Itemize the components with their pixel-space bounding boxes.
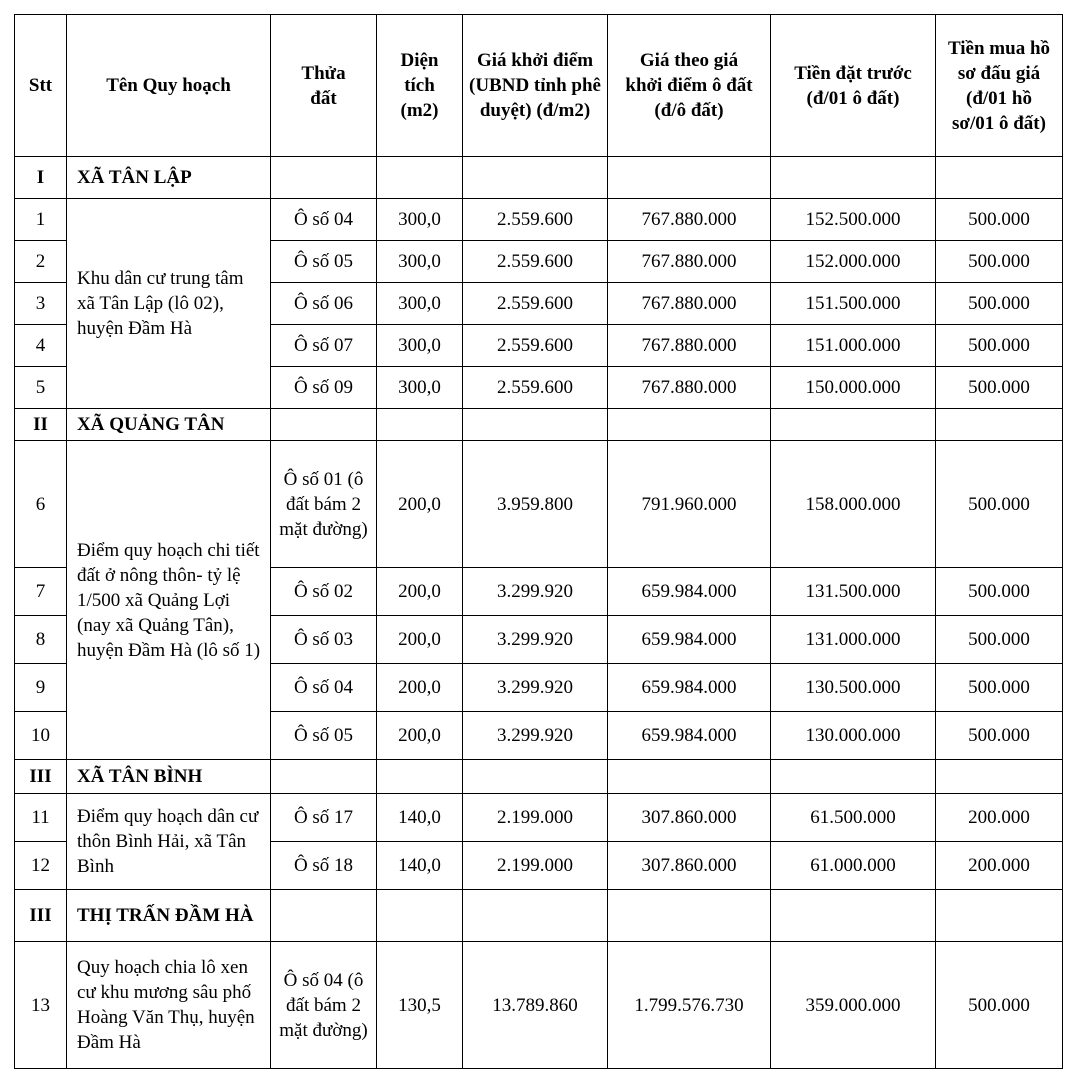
stt-cell: 11	[15, 794, 67, 842]
price-m2-cell: 3.299.920	[463, 712, 608, 760]
stt-cell: 10	[15, 712, 67, 760]
stt-cell: 6	[15, 441, 67, 568]
dossier-cell: 500.000	[936, 568, 1063, 616]
section-title: XÃ TÂN LẬP	[67, 157, 271, 199]
area-cell: 200,0	[377, 664, 463, 712]
price-m2-cell: 3.959.800	[463, 441, 608, 568]
stt-cell: 9	[15, 664, 67, 712]
dossier-cell: 500.000	[936, 241, 1063, 283]
deposit-cell: 151.500.000	[771, 283, 936, 325]
area-cell: 300,0	[377, 199, 463, 241]
price-lot-cell: 659.984.000	[608, 568, 771, 616]
price-m2-cell: 2.559.600	[463, 283, 608, 325]
area-cell: 200,0	[377, 441, 463, 568]
table-row	[15, 794, 1063, 842]
deposit-cell: 152.500.000	[771, 199, 936, 241]
deposit-cell: 151.000.000	[771, 325, 936, 367]
section-roman: III	[15, 760, 67, 794]
plot-cell: Ô số 05	[271, 241, 377, 283]
plot-cell: Ô số 06	[271, 283, 377, 325]
price-lot-cell: 659.984.000	[608, 616, 771, 664]
price-m2-cell: 2.559.600	[463, 199, 608, 241]
price-lot-cell: 1.799.576.730	[608, 942, 771, 1069]
price-m2-cell: 3.299.920	[463, 616, 608, 664]
deposit-cell: 130.000.000	[771, 712, 936, 760]
section-title: THỊ TRẤN ĐẦM HÀ	[67, 890, 271, 942]
plan-name-cell: Điểm quy hoạch chi tiết đất ở nông thôn- tỷ lệ 1/500 xã Quảng Lợi (nay xã Quảng Tân), huyện Đầm Hà (lô số 1)	[67, 441, 271, 760]
header-plot: Thửa đất	[271, 15, 377, 157]
header-dossier: Tiền mua hồ sơ đấu giá (đ/01 hồ sơ/01 ô đất)	[936, 15, 1063, 157]
section-roman: III	[15, 890, 67, 942]
table-row	[15, 199, 1063, 241]
dossier-cell: 500.000	[936, 942, 1063, 1069]
price-m2-cell: 3.299.920	[463, 664, 608, 712]
deposit-cell: 158.000.000	[771, 441, 936, 568]
dossier-cell: 500.000	[936, 367, 1063, 409]
price-lot-cell: 767.880.000	[608, 199, 771, 241]
price-lot-cell: 307.860.000	[608, 842, 771, 890]
price-m2-cell: 2.199.000	[463, 842, 608, 890]
deposit-cell: 131.500.000	[771, 568, 936, 616]
plot-cell: Ô số 18	[271, 842, 377, 890]
price-lot-cell: 659.984.000	[608, 712, 771, 760]
price-m2-cell: 13.789.860	[463, 942, 608, 1069]
dossier-cell: 500.000	[936, 616, 1063, 664]
price-lot-cell: 767.880.000	[608, 367, 771, 409]
deposit-cell: 359.000.000	[771, 942, 936, 1069]
header-lot-price: Giá theo giá khởi điểm ô đất (đ/ô đất)	[608, 15, 771, 157]
plot-cell: Ô số 02	[271, 568, 377, 616]
dossier-cell: 500.000	[936, 712, 1063, 760]
dossier-cell: 500.000	[936, 664, 1063, 712]
dossier-cell: 200.000	[936, 842, 1063, 890]
area-cell: 300,0	[377, 367, 463, 409]
plot-cell: Ô số 17	[271, 794, 377, 842]
area-cell: 300,0	[377, 325, 463, 367]
area-cell: 300,0	[377, 241, 463, 283]
plot-cell: Ô số 09	[271, 367, 377, 409]
area-cell: 300,0	[377, 283, 463, 325]
plot-cell: Ô số 04	[271, 664, 377, 712]
deposit-cell: 130.500.000	[771, 664, 936, 712]
section-row	[15, 760, 1063, 794]
dossier-cell: 500.000	[936, 325, 1063, 367]
header-row	[15, 15, 1063, 157]
header-area: Diện tích (m2)	[377, 15, 463, 157]
stt-cell: 1	[15, 199, 67, 241]
area-cell: 200,0	[377, 712, 463, 760]
price-m2-cell: 2.559.600	[463, 325, 608, 367]
area-cell: 140,0	[377, 794, 463, 842]
plot-cell: Ô số 04 (ô đất bám 2 mặt đường)	[271, 942, 377, 1069]
stt-cell: 2	[15, 241, 67, 283]
header-deposit: Tiền đặt trước (đ/01 ô đất)	[771, 15, 936, 157]
dossier-cell: 200.000	[936, 794, 1063, 842]
plot-cell: Ô số 01 (ô đất bám 2 mặt đường)	[271, 441, 377, 568]
stt-cell: 3	[15, 283, 67, 325]
price-lot-cell: 767.880.000	[608, 241, 771, 283]
stt-cell: 7	[15, 568, 67, 616]
plan-name-cell: Khu dân cư trung tâm xã Tân Lập (lô 02), huyện Đầm Hà	[67, 199, 271, 409]
price-lot-cell: 659.984.000	[608, 664, 771, 712]
table-row	[15, 942, 1063, 1069]
header-stt: Stt	[15, 15, 67, 157]
deposit-cell: 152.000.000	[771, 241, 936, 283]
plot-cell: Ô số 03	[271, 616, 377, 664]
deposit-cell: 150.000.000	[771, 367, 936, 409]
stt-cell: 4	[15, 325, 67, 367]
auction-table	[14, 14, 1063, 1069]
area-cell: 200,0	[377, 568, 463, 616]
section-roman: II	[15, 409, 67, 441]
deposit-cell: 61.500.000	[771, 794, 936, 842]
stt-cell: 8	[15, 616, 67, 664]
deposit-cell: 131.000.000	[771, 616, 936, 664]
plan-name-cell: Điểm quy hoạch dân cư thôn Bình Hải, xã Tân Bình	[67, 794, 271, 890]
header-name: Tên Quy hoạch	[67, 15, 271, 157]
header-start-price: Giá khởi điểm (UBND tỉnh phê duyệt) (đ/m2)	[463, 15, 608, 157]
price-m2-cell: 2.559.600	[463, 367, 608, 409]
dossier-cell: 500.000	[936, 283, 1063, 325]
stt-cell: 12	[15, 842, 67, 890]
section-row	[15, 890, 1063, 942]
dossier-cell: 500.000	[936, 441, 1063, 568]
price-m2-cell: 2.199.000	[463, 794, 608, 842]
deposit-cell: 61.000.000	[771, 842, 936, 890]
area-cell: 130,5	[377, 942, 463, 1069]
price-lot-cell: 767.880.000	[608, 283, 771, 325]
area-cell: 140,0	[377, 842, 463, 890]
price-m2-cell: 2.559.600	[463, 241, 608, 283]
stt-cell: 5	[15, 367, 67, 409]
section-roman: I	[15, 157, 67, 199]
dossier-cell: 500.000	[936, 199, 1063, 241]
price-lot-cell: 307.860.000	[608, 794, 771, 842]
price-m2-cell: 3.299.920	[463, 568, 608, 616]
price-lot-cell: 791.960.000	[608, 441, 771, 568]
section-row	[15, 157, 1063, 199]
plot-cell: Ô số 05	[271, 712, 377, 760]
price-lot-cell: 767.880.000	[608, 325, 771, 367]
section-title: XÃ TÂN BÌNH	[67, 760, 271, 794]
area-cell: 200,0	[377, 616, 463, 664]
section-title: XÃ QUẢNG TÂN	[67, 409, 271, 441]
section-row	[15, 409, 1063, 441]
plot-cell: Ô số 04	[271, 199, 377, 241]
plan-name-cell: Quy hoạch chia lô xen cư khu mương sâu phố Hoàng Văn Thụ, huyện Đầm Hà	[67, 942, 271, 1069]
table-row	[15, 441, 1063, 568]
plot-cell: Ô số 07	[271, 325, 377, 367]
stt-cell: 13	[15, 942, 67, 1069]
